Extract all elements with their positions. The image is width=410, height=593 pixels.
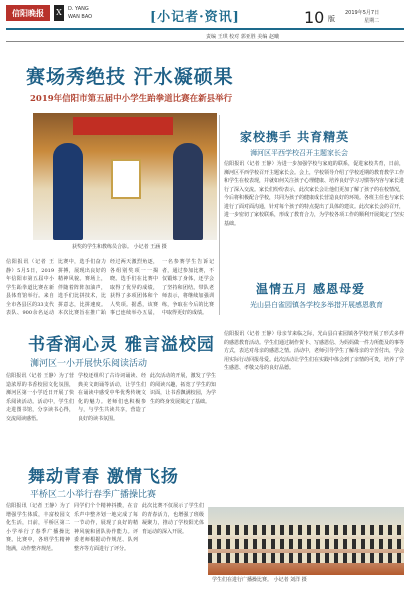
- article-headline-reading: 书香润心灵 雅言溢校园: [28, 335, 215, 355]
- photo-banner: [73, 117, 173, 135]
- photo-plaque: [111, 159, 141, 199]
- lead-photo-caption: 获奖的学生和教练员合影。 小记者 王涵 摄: [72, 244, 167, 250]
- editor-credits: 责编 王琪 校对 郭亚胜 美编 赵曦: [206, 34, 279, 40]
- article-subheadline-mothers-day: 光山县白雀园镇各学校多举措开展感恩教育: [250, 301, 383, 309]
- lead-body-col3: 经过两天激烈角逐，各组别奖项一一揭晓。选手们在比赛中取得了优异的成绩，获得了多项团体和个人奖项。据悉，该赛事已连续举办五届，: [110, 259, 158, 316]
- article-body-reading-col3: 此次活动的开展，激发了学生的阅读兴趣，拓宽了学生的知识面，让书香飘满校园，为学生的终身发展奠定了基础。: [150, 373, 216, 405]
- lead-body-margin: [6, 113, 30, 258]
- photo-person-right: [173, 143, 203, 240]
- article-body-exercise-col1: 信阳报讯（记者 王静）为了增强学生体质，丰富校园文化生活，日前，平桥区第二小学举行了春季广播操比赛。比赛中，各班学生精神饱满，动作整齐规范。: [6, 503, 70, 552]
- logo-separator: X: [54, 5, 64, 21]
- header-rule: [6, 28, 404, 30]
- logo-english: D. YANG WAN BAO: [68, 6, 93, 20]
- newspaper-logo: 信阳晚报: [6, 5, 50, 21]
- header-thin-rule: [6, 41, 404, 42]
- article-headline-mothers-day: 温情五月 感恩母爱: [256, 282, 366, 296]
- lead-body-col2: 比赛中，选手们奋力拼搏，展现出良好的精神风貌。赛场上，伴随着阵阵加油声，选手们比拼技术，比拼意志，比拼速度。本次比赛旨在推广跆: [58, 259, 106, 316]
- article-body-home-school: 信阳报讯（记者 王静）为进一步加强学校与家庭的联系，促进家校共育，日前，浉河区平西学校召开主题家长会。会上，学校领导介绍了学校近期的教育教学工作和学生在校表现，并就如何关注孩子心理健康、培养良好学习习惯等内容与家长进行了深入交流。家长们纷纷表示，此次家长会让他们更加了解了孩子的在校情况，今后将积极配合学校，共同为孩子的健康成长营造良好的环境。各班主任也与家长进行了面对面沟通，针对每个孩子的特点提出了具体的建议。此次家长会的召开，进一步密切了家校联系，形成了教育合力，为学校各项工作的顺利开展奠定了坚实基础。: [224, 161, 404, 227]
- lead-subheadline: 2019年信阳市第五届中小学生跆拳道比赛在新县举行: [30, 94, 233, 104]
- article-body-reading-col2: 学校还组织了古诗词诵读、经典美文朗诵等活动，让学生们在诵读中感受中华优秀传统文化的魅力。老师们也积极参与，与学生共读共享，营造了良好的读书氛围。: [78, 373, 146, 422]
- masthead: [0, 0, 410, 50]
- article-body-exercise-col2: 同学们个个精神抖擞，在音乐声中整齐划一地完成了每一节动作，展现了良好的精神风貌和团队协作能力。评委老师根据动作规范、队列整齐等方面进行了评分。: [74, 503, 138, 552]
- exercise-photo-caption: 学生们在进行广播操比赛。 小记者 刘洋 摄: [212, 577, 307, 583]
- article-body-exercise-col3: 此次比赛不仅展示了学生们的青春活力，也增强了班级凝聚力，推动了学校阳光体育运动的深入开展。: [142, 503, 204, 535]
- photo-person-left: [53, 143, 83, 240]
- issue-date: 2019年5月7日 星期二: [345, 10, 380, 24]
- article-headline-home-school: 家校携手 共育精英: [240, 130, 350, 144]
- article-subheadline-broadcast-exercise: 平桥区二小举行春季广播操比赛: [30, 490, 157, 500]
- page-number: 10: [304, 8, 325, 27]
- lead-body-col1: 信阳报讯（记者 王静）5月5日，2019年信阳市第五届中小学生跆拳道比赛在新县体育馆举行。来自全市各县区的33支代表队、900余名运动: [6, 259, 54, 316]
- exercise-photo: [208, 507, 404, 575]
- article-subheadline-reading: 浉河区一小开展快乐阅读活动: [30, 359, 148, 369]
- photo-student-row: [208, 553, 404, 563]
- lead-headline: 赛场秀绝技 汗水凝硕果: [26, 66, 234, 88]
- section-title: [小记者·资讯]: [150, 10, 240, 25]
- lead-photo: [33, 113, 217, 240]
- article-body-mothers-day: 信阳报讯（记者 王静）母亲节来临之际，光山县白雀园镇各学校开展了形式多样的感恩教育活动。学生们通过制作贺卡、写感恩信、为妈妈做一件力所能及的事等方式，表达对母亲的感恩之情。活动中，老师引导学生了解母亲的辛苦付出，学会用实际行动回报母爱。此次活动让学生们在实践中体会到了亲情的可贵，培养了学生感恩、孝敬父母的良好品德。: [224, 331, 404, 371]
- column-divider: [219, 115, 220, 315]
- article-subheadline-home-school: 浉河区平西学校召开主题家长会: [250, 149, 348, 157]
- photo-student-row: [208, 539, 404, 549]
- article-body-reading-col1: 信阳报讯（记者 王静）为了营造浓厚的书香校园文化氛围，浉河区第一小学近日开展了快乐阅读活动。活动中，学生们走进图书馆，分享读书心得，交流阅读感悟。: [6, 373, 74, 422]
- article-headline-broadcast-exercise: 舞动青春 激情飞扬: [28, 467, 179, 487]
- page-number-suffix: 版: [328, 15, 335, 23]
- photo-student-row: [208, 525, 404, 535]
- lead-body-col4: 一名参赛学生告诉记者，通过参加比赛，不仅锻炼了身体，还学会了坚持和团结。带队老师表示，将继续加强训练，争取在今后的比赛中取得更好的成绩。: [162, 259, 214, 316]
